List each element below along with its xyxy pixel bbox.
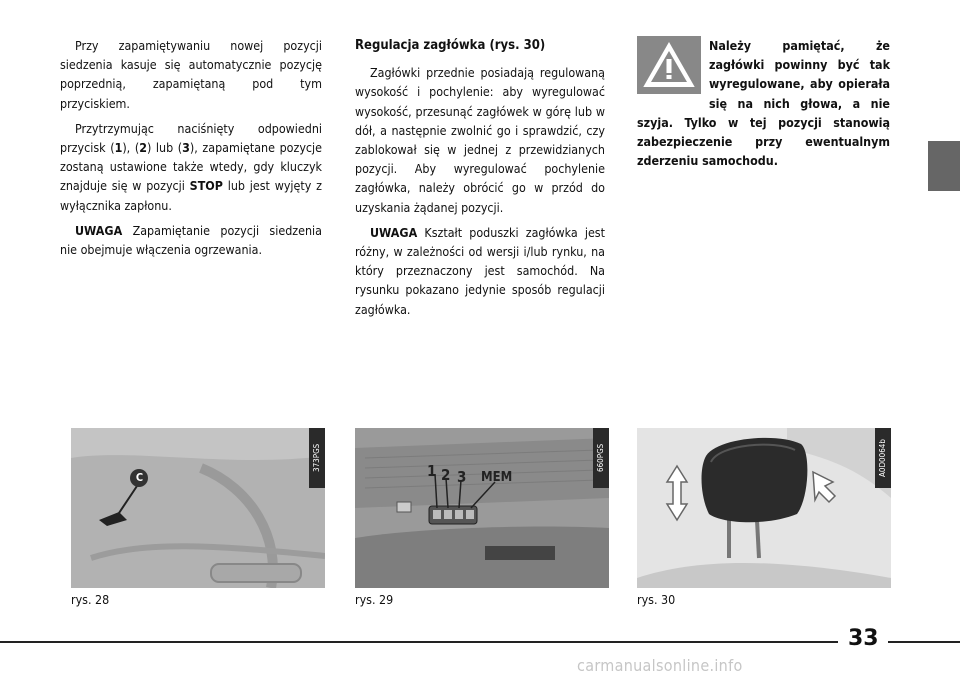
button-label-mem: MEM: [481, 470, 513, 485]
figure-28-seat-control: [71, 428, 325, 588]
note-text: Kształt poduszki zagłówka jest różny, w zależności od wersji i/lub rynku, na który przeznaczony jest samochód. Na rysunku pokazano jedynie sposób regulacji zagłówka.: [355, 224, 605, 317]
figure-29-memory-buttons: [355, 428, 609, 588]
text-span: Przytrzymując naciśnięty odpowiedni przycisk (: [60, 120, 322, 156]
watermark: carmanualsonline.info: [577, 656, 743, 675]
figure-code: 660PGS: [593, 428, 609, 488]
note-label: UWAGA: [370, 224, 418, 240]
button-label-3: 3: [457, 468, 467, 486]
figure-29-caption: rys. 29: [355, 592, 394, 607]
footer-rule-left: [0, 641, 838, 643]
paragraph-memory-overwrite: Przy zapamiętywaniu nowej pozycji siedzenia kasuje się automatycznie pozycję poprzednią, zapamiętaną pod tym przyciskiem.: [60, 38, 322, 111]
stop-position-label: STOP: [189, 178, 223, 194]
heading-figure-ref: (rys. 30): [489, 38, 546, 53]
paragraph-note-headrest: [355, 223, 605, 319]
button-label-2: 2: [441, 466, 451, 484]
figure-code: A0D0064b: [875, 428, 891, 488]
text-span: ), (: [122, 140, 140, 156]
button-ref-2: 2: [139, 140, 147, 156]
figure-label-c: C: [135, 471, 144, 484]
warning-text: Należy pamiętać, że zagłówki powinny być tak wyregulowane, aby opierała się na nich głowa, a nie szyja. Tylko w tej pozycji stanowią zabezpieczenie przy ewentualnym zderzeniu samochodu.: [637, 38, 890, 169]
warning-triangle-icon: [637, 36, 701, 94]
text-column-2: [355, 36, 605, 325]
text-span: lub jest wyjęty z wyłącznika zapłonu.: [60, 178, 322, 213]
text-column-3: [637, 36, 890, 170]
heading-text: Regulacja zagłówka: [355, 38, 486, 53]
text-column-1: [60, 36, 322, 265]
text-span: ) lub (: [146, 140, 183, 156]
figure-code: 373PGS: [309, 428, 325, 488]
figure-30-headrest: [637, 428, 891, 588]
text-span: ), zapamiętane pozycje zostaną ustawione także wtedy, gdy kluczyk znajduje się w pozycji: [60, 140, 322, 194]
footer-rule-right: [888, 641, 960, 643]
button-ref-1: 1: [114, 140, 123, 156]
figure-30-caption: rys. 30: [637, 592, 676, 607]
paragraph-note-heating: [60, 221, 322, 259]
section-tab-marker: [928, 141, 960, 191]
button-label-1: 1: [427, 462, 437, 480]
section-heading: [355, 36, 605, 55]
figure-28-caption: rys. 28: [71, 592, 110, 607]
warning-box: [637, 36, 890, 170]
page-number: 33: [848, 626, 879, 651]
note-label: UWAGA: [75, 222, 123, 238]
paragraph-memory-recall: [60, 119, 322, 215]
note-text: Zapamiętanie pozycji siedzenia nie obejmuje włączenia ogrzewania.: [60, 222, 322, 258]
button-ref-3: 3: [182, 140, 190, 156]
paragraph-headrest-adjust: Zagłówki przednie posiadają regulowaną wysokość i pochylenie: aby wyregulować wysokość, przesunąć zagłówek w górę lub w dół, a następnie zwolnić go i sprawdzić, czy zablokował się w jednej z przewidzianych pozycji. Aby wyregulować pochylenie zagłówka, należy obrócić go w przód do uzyskania żądanej pozycji.: [355, 65, 605, 215]
